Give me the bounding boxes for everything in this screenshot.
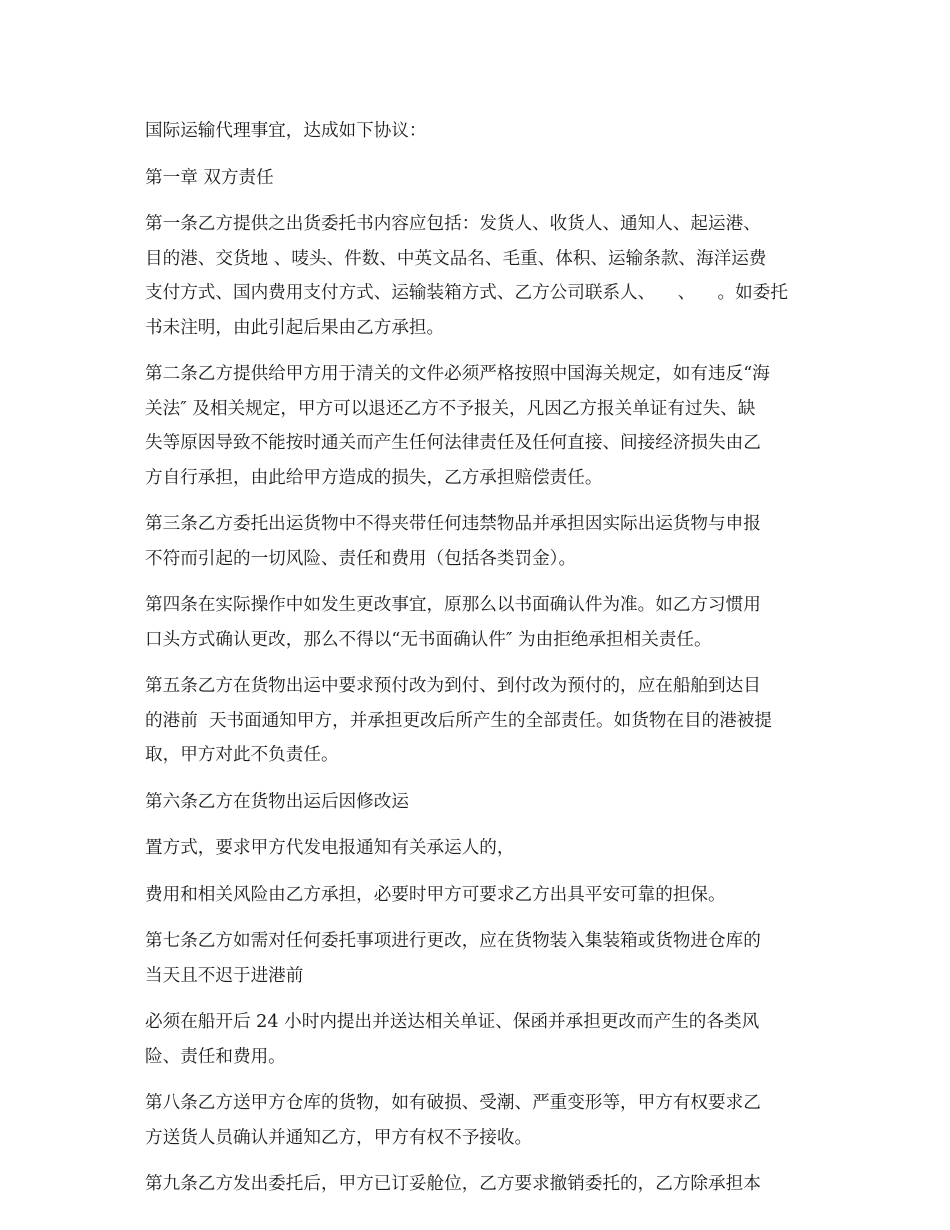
text-line: 方送货人员确认并通知乙方，甲方有权不予接收。 xyxy=(145,1127,533,1148)
text-line: 第五条乙方在货物出运中要求预付改为到付、到付改为预付的，应在船舶到达目 xyxy=(145,676,761,696)
paragraph xyxy=(145,831,811,866)
text-line: 第二条乙方提供给甲方用于清关的文件必须严格按照中国海关规定，如有违反“海 xyxy=(145,364,770,384)
paragraph xyxy=(145,1167,811,1202)
text-line: 国际运输代理事宜，达成如下协议： xyxy=(145,121,427,141)
paragraph xyxy=(145,588,811,657)
text-line: 支付方式、国内费用支付方式、运输装箱方式、乙方公司联系人、 、 。如委托 xyxy=(145,283,788,303)
text-line: 第四条在实际操作中如发生更改事宜，原那么以书面确认件为准。如乙方习惯用 xyxy=(145,595,761,615)
document-page xyxy=(145,114,811,1214)
document-body xyxy=(145,114,811,1202)
text-line: 必须在船开后 24 小时内提出并送达相关单证、保函并承担更改而产生的各类风 xyxy=(145,1012,760,1032)
paragraph xyxy=(145,878,811,913)
text-line: 险、责任和费用。 xyxy=(145,1046,286,1067)
text-line: 目的港、交货地 、唛头、件数、中英文品名、毛重、体积、运输条款、海洋运费 xyxy=(145,248,767,269)
paragraph xyxy=(145,924,811,993)
text-line: 书未注明，由此引起后果由乙方承担。 xyxy=(145,317,445,338)
text-line: 第八条乙方送甲方仓库的货物，如有破损、受潮、严重变形等，甲方有权要求乙 xyxy=(145,1093,761,1113)
text-line: 当天且不迟于进港前 xyxy=(145,965,304,986)
text-line: 第一条乙方提供之出货委托书内容应包括：发货人、收货人、通知人、起运港、 xyxy=(145,214,761,234)
text-line: 置方式，要求甲方代发电报通知有关承运人的， xyxy=(145,838,515,858)
paragraph xyxy=(145,1086,811,1155)
text-line: 口头方式确认更改，那么不得以“无书面确认件″ 为由拒绝承担相关责任。 xyxy=(145,629,712,650)
text-line: 取，甲方对此不负责任。 xyxy=(145,745,339,765)
text-line: 方自行承担，由此给甲方造成的损失，乙方承担赔偿责任。 xyxy=(145,467,603,488)
text-line: 关法″ 及相关规定，甲方可以退还乙方不予报关，凡因乙方报关单证有过失、缺 xyxy=(145,398,756,419)
text-line: 第六条乙方在货物出运后因修改运 xyxy=(145,791,409,812)
text-line: 第七条乙方如需对任何委托事项进行更改，应在货物装入集装箱或货物进仓库的 xyxy=(145,931,761,951)
paragraph xyxy=(145,1005,811,1074)
text-line: 不符而引起的一切风险、责任和费用（包括各类罚金）。 xyxy=(145,548,577,569)
text-line: 第一章 双方责任 xyxy=(145,167,274,188)
paragraph xyxy=(145,357,811,495)
paragraph xyxy=(145,785,811,820)
text-line: 的港前 天书面通知甲方，并承担更改后所产生的全部责任。如货物在目的港被提 xyxy=(145,710,772,731)
text-line: 费用和相关风险由乙方承担，必要时甲方可要求乙方出具平安可靠的担保。 xyxy=(145,884,726,905)
text-line: 第三条乙方委托出运货物中不得夹带任何违禁物品并承担因实际出运货物与申报 xyxy=(145,514,761,534)
paragraph xyxy=(145,114,811,149)
paragraph xyxy=(145,669,811,773)
paragraph xyxy=(145,507,811,576)
text-line: 第九条乙方发出委托后，甲方已订妥舱位，乙方要求撤销委托的，乙方除承担本 xyxy=(145,1174,761,1194)
paragraph xyxy=(145,207,811,345)
text-line: 失等原因导致不能按时通关而产生任何法律责任及任何直接、间接经济损失由乙 xyxy=(145,433,761,453)
paragraph xyxy=(145,161,811,196)
